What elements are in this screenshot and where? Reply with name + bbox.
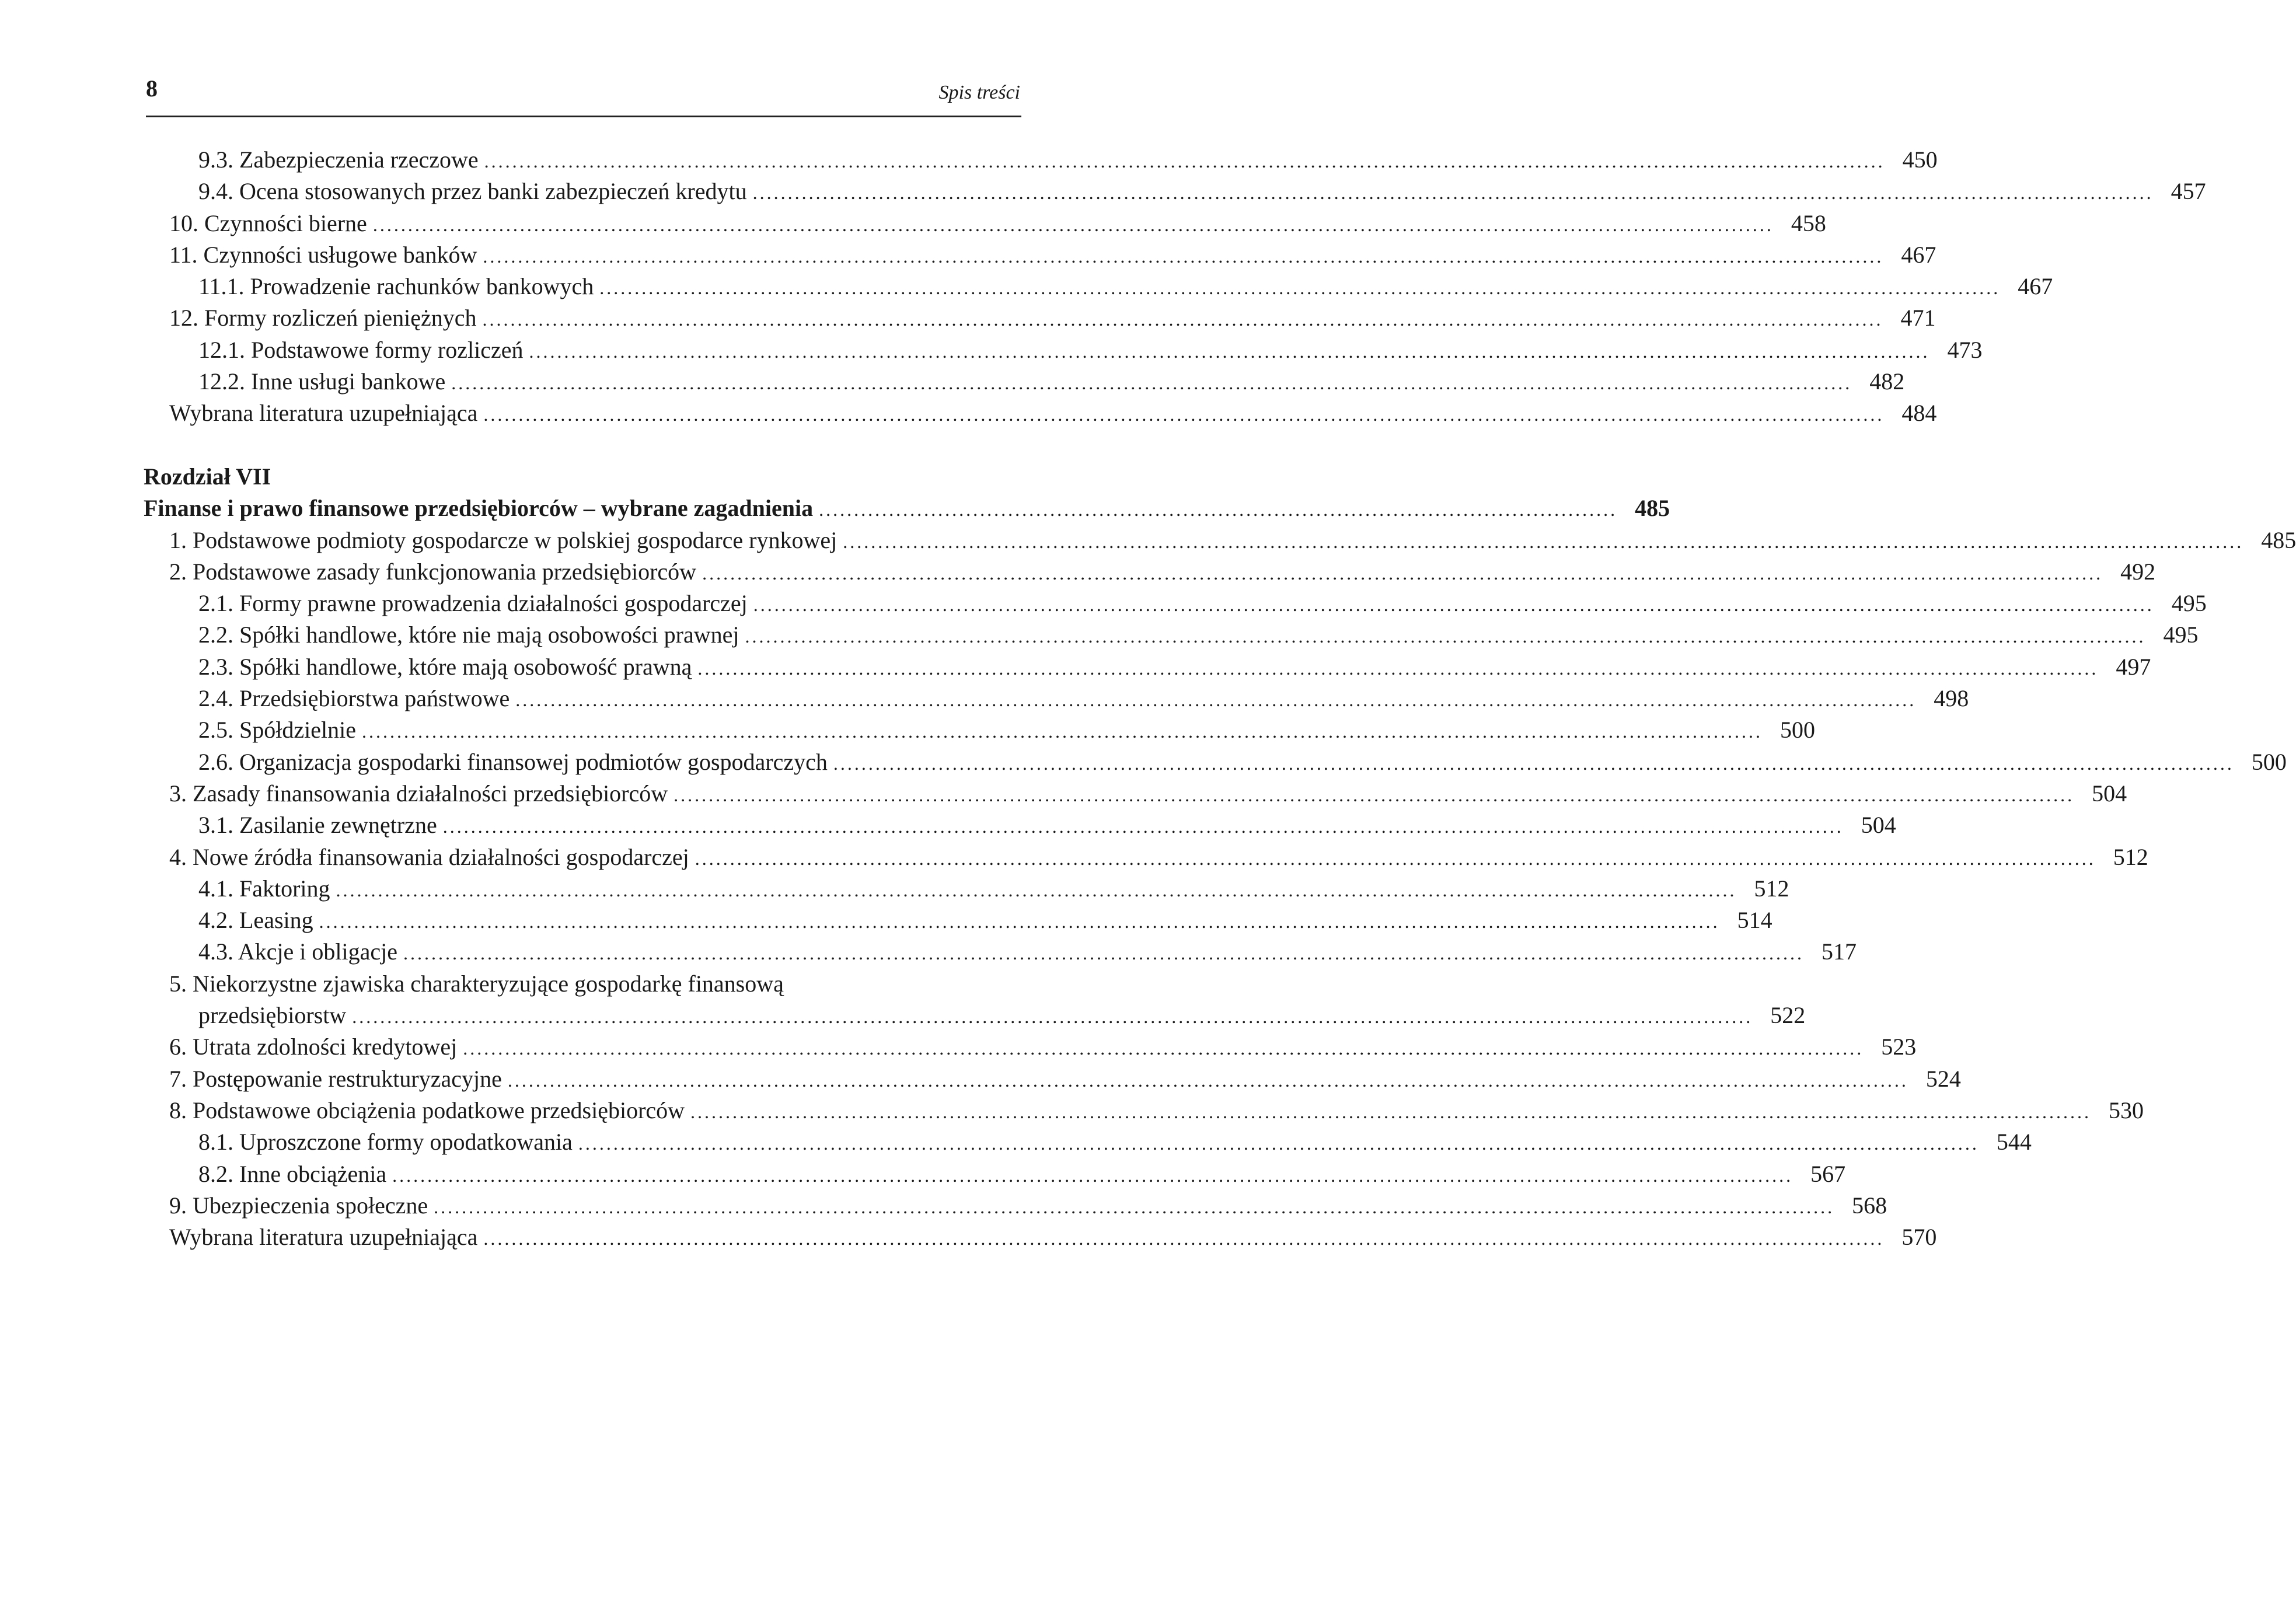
entry-title: 2.2. Spółki handlowe, które nie mają osobowości prawnej [198,622,739,648]
entry-page: 544 [1996,1129,2032,1156]
dot-leader: ........................................................................................................................................................................................................ [483,404,1885,425]
toc-entry [0,1126,2032,1158]
dot-leader: ........................................................................................................................................................................................................ [483,245,1884,267]
entry-page: 495 [2171,590,2207,617]
entry-title: 2.4. Przedsiębiorstwa państwowe [198,685,510,712]
entry-page: 495 [2163,622,2199,648]
entry-page: 517 [1822,938,1857,965]
toc-entry [0,239,1936,271]
dot-leader: ........................................................................................................................................................................................................ [442,816,1844,837]
entry-title: 5. Niekorzystne zjawiska charakteryzujące gospodarkę finansową [169,970,784,997]
entry-page: 500 [2251,748,2287,775]
toc-entry [0,778,2127,809]
entry-title: 8.1. Uproszczone formy opodatkowania [198,1129,573,1156]
entry-page: 512 [2113,843,2148,870]
dot-leader: ........................................................................................................................................................................................................ [403,943,1805,964]
toc-section-a [0,144,2206,430]
dot-leader: ........................................................................................................................................................................................................ [578,1133,1979,1154]
dot-leader: ........................................................................................................................................................................................................ [319,911,1720,933]
dot-leader: ........................................................................................................................................................................................................ [833,752,2234,774]
dot-leader: ........................................................................................................................................................................................................ [463,1038,1864,1059]
entry-title: 4.3. Akcje i obligacje [198,938,398,965]
table-of-contents [0,144,2296,1253]
entry-page: 485 [2261,526,2296,553]
chapter-page: 485 [1635,495,1670,522]
toc-entry [0,556,2156,588]
dot-leader: ........................................................................................................................................................................................................ [336,879,1737,900]
entry-title: 2.6. Organizacja gospodarki finansowej podmiotów gospodarczych [198,748,828,775]
chapter-number [0,461,1017,493]
toc-entry [0,1063,1961,1095]
toc-entry [0,873,1789,905]
toc-entry [0,1095,2144,1126]
dot-leader: ........................................................................................................................................................................................................ [697,657,2099,679]
toc-entry [0,366,1905,397]
dot-leader: ........................................................................................................................................................................................................ [451,372,1852,394]
toc-entry [0,746,2287,778]
toc-entry [0,968,1017,1000]
entry-title: 10. Czynności bierne [169,210,367,236]
toc-entry [0,683,1969,714]
entry-page: 492 [2120,558,2156,585]
entry-title: Wybrana literatura uzupełniająca [169,400,478,427]
toc-entry [0,651,2151,683]
toc-entry [0,525,2296,556]
toc-entry [0,1190,1887,1221]
entry-page: 567 [1810,1160,1846,1187]
entry-title: 4. Nowe źródła finansowania działalności gospodarczej [169,843,689,870]
entry-page: 523 [1881,1034,1917,1060]
dot-leader: .................................................................................................................. [819,499,1618,521]
toc-entry [0,271,2053,302]
page-number: 8 [146,75,158,102]
toc-entry [0,809,1896,841]
entry-page: 482 [1869,368,1905,395]
chapter-title-entry [0,493,1670,524]
dot-leader: ........................................................................................................................................................................................................ [372,214,1774,235]
toc-entry [0,842,2148,873]
entry-page: 512 [1754,875,1789,902]
entry-page: 458 [1791,210,1826,236]
toc-entry [0,714,1815,746]
dot-leader: ........................................................................................................................................................................................................ [392,1164,1793,1186]
toc-entry [0,905,1772,936]
entry-title: 1. Podstawowe podmioty gospodarcze w polskiej gospodarce rynkowej [169,526,838,553]
entry-title: 8. Podstawowe obciążenia podatkowe przedsiębiorców [169,1097,685,1123]
entry-title: 8.2. Inne obciążenia [198,1160,387,1187]
dot-leader: ........................................................................................................................................................................................................ [702,562,2103,584]
dot-leader: ........................................................................................................................................................................................................ [674,784,2075,805]
dot-leader: ........................................................................................................................................................................................................ [361,721,1763,742]
entry-title: 3. Zasady finansowania działalności przedsiębiorców [169,780,668,807]
entry-page: 467 [1901,241,1936,268]
dot-leader: ........................................................................................................................................................................................................ [515,689,1917,711]
entry-title: 2.1. Formy prawne prowadzenia działalności gospodarczej [198,590,748,617]
entry-page: 471 [1900,305,1936,331]
entry-title: 7. Postępowanie restrukturyzacyjne [169,1065,502,1092]
entry-title: 9.3. Zabezpieczenia rzeczowe [198,146,479,173]
dot-leader: ........................................................................................................................................................................................................ [690,1101,2092,1122]
entry-page: 504 [2092,780,2127,807]
dot-leader: ........................................................................................................................................................................................................ [352,1006,1753,1028]
spacer [0,430,1100,461]
entry-title: 11. Czynności usługowe banków [169,241,477,268]
dot-leader: ........................................................................................................................................................................................................ [753,594,2154,616]
entry-page: 570 [1901,1224,1937,1251]
toc-entry [0,619,2199,651]
toc-entry [0,208,1826,239]
entry-page: 498 [1934,685,1969,712]
header-rule [146,116,1021,117]
toc-entry [0,302,1936,334]
entry-page: 457 [2171,178,2206,205]
toc-entry [0,1221,1937,1253]
dot-leader: ........................................................................................................................................................................................................ [507,1069,1908,1091]
entry-title: 4.2. Leasing [198,907,313,934]
dot-leader: ........................................................................................................................................................................................................ [599,277,2001,299]
dot-leader: ........................................................................................................................................................................................................ [484,151,1885,172]
dot-leader: ........................................................................................................................................................................................................ [695,847,2096,869]
entry-title: 11.1. Prowadzenie rachunków bankowych [198,273,594,300]
entry-title: 2.3. Spółki handlowe, które mają osobowość prawną [198,653,692,680]
entry-title: 6. Utrata zdolności kredytowej [169,1034,458,1060]
running-title: Spis treści [938,82,1020,103]
entry-page: 514 [1737,907,1772,934]
toc-entry [0,144,1938,176]
toc-entry [0,1158,1846,1190]
dot-leader: ........................................................................................................................................................................................................ [752,182,2154,204]
entry-title: przedsiębiorstw [198,1002,347,1029]
entry-title: 2.5. Spółdzielnie [198,717,356,744]
dot-leader: ........................................................................................................................................................................................................ [482,309,1883,330]
entry-page: 473 [1947,336,1983,363]
entry-title: 9.4. Ocena stosowanych przez banki zabezpieczeń kredytu [198,178,747,205]
entry-page: 522 [1770,1002,1806,1029]
toc-entry [0,588,2207,619]
chapter-title: Finanse i prawo finansowe przedsiębiorców – wybrane zagadnienia [144,495,814,522]
toc-entry [0,1031,1917,1063]
entry-page: 467 [2018,273,2053,300]
chapter-number-label: Rozdział VII [144,463,271,490]
entry-page: 484 [1901,400,1937,427]
entry-page: 500 [1779,717,1815,744]
dot-leader: ........................................................................................................................................................................................................ [483,1228,1885,1249]
toc-section-b [0,525,2296,1254]
entry-title: 12.2. Inne usługi bankowe [198,368,446,395]
entry-page: 450 [1902,146,1938,173]
dot-leader: ........................................................................................................................................................................................................ [529,340,1930,362]
dot-leader: ........................................................................................................................................................................................................ [745,626,2146,647]
toc-entry [0,334,1983,366]
entry-title: 2. Podstawowe zasady funkcjonowania przedsiębiorców [169,558,697,585]
toc-entry [0,936,1857,968]
toc-entry [0,397,1937,429]
dot-leader: ........................................................................................................................................................................................................ [434,1196,1835,1217]
entry-title: Wybrana literatura uzupełniająca [169,1224,478,1251]
entry-title: 12. Formy rozliczeń pieniężnych [169,305,477,331]
entry-page: 568 [1852,1192,1887,1219]
toc-entry [0,1000,1806,1031]
dot-leader: ........................................................................................................................................................................................................ [843,530,2244,552]
entry-title: 9. Ubezpieczenia społeczne [169,1192,428,1219]
entry-page: 524 [1925,1065,1961,1092]
entry-page: 504 [1861,812,1896,839]
toc-entry [0,176,2206,207]
entry-page: 530 [2109,1097,2144,1123]
entry-page: 497 [2116,653,2151,680]
entry-title: 4.1. Faktoring [198,875,330,902]
entry-title: 12.1. Podstawowe formy rozliczeń [198,336,524,363]
entry-title: 3.1. Zasilanie zewnętrzne [198,812,437,839]
